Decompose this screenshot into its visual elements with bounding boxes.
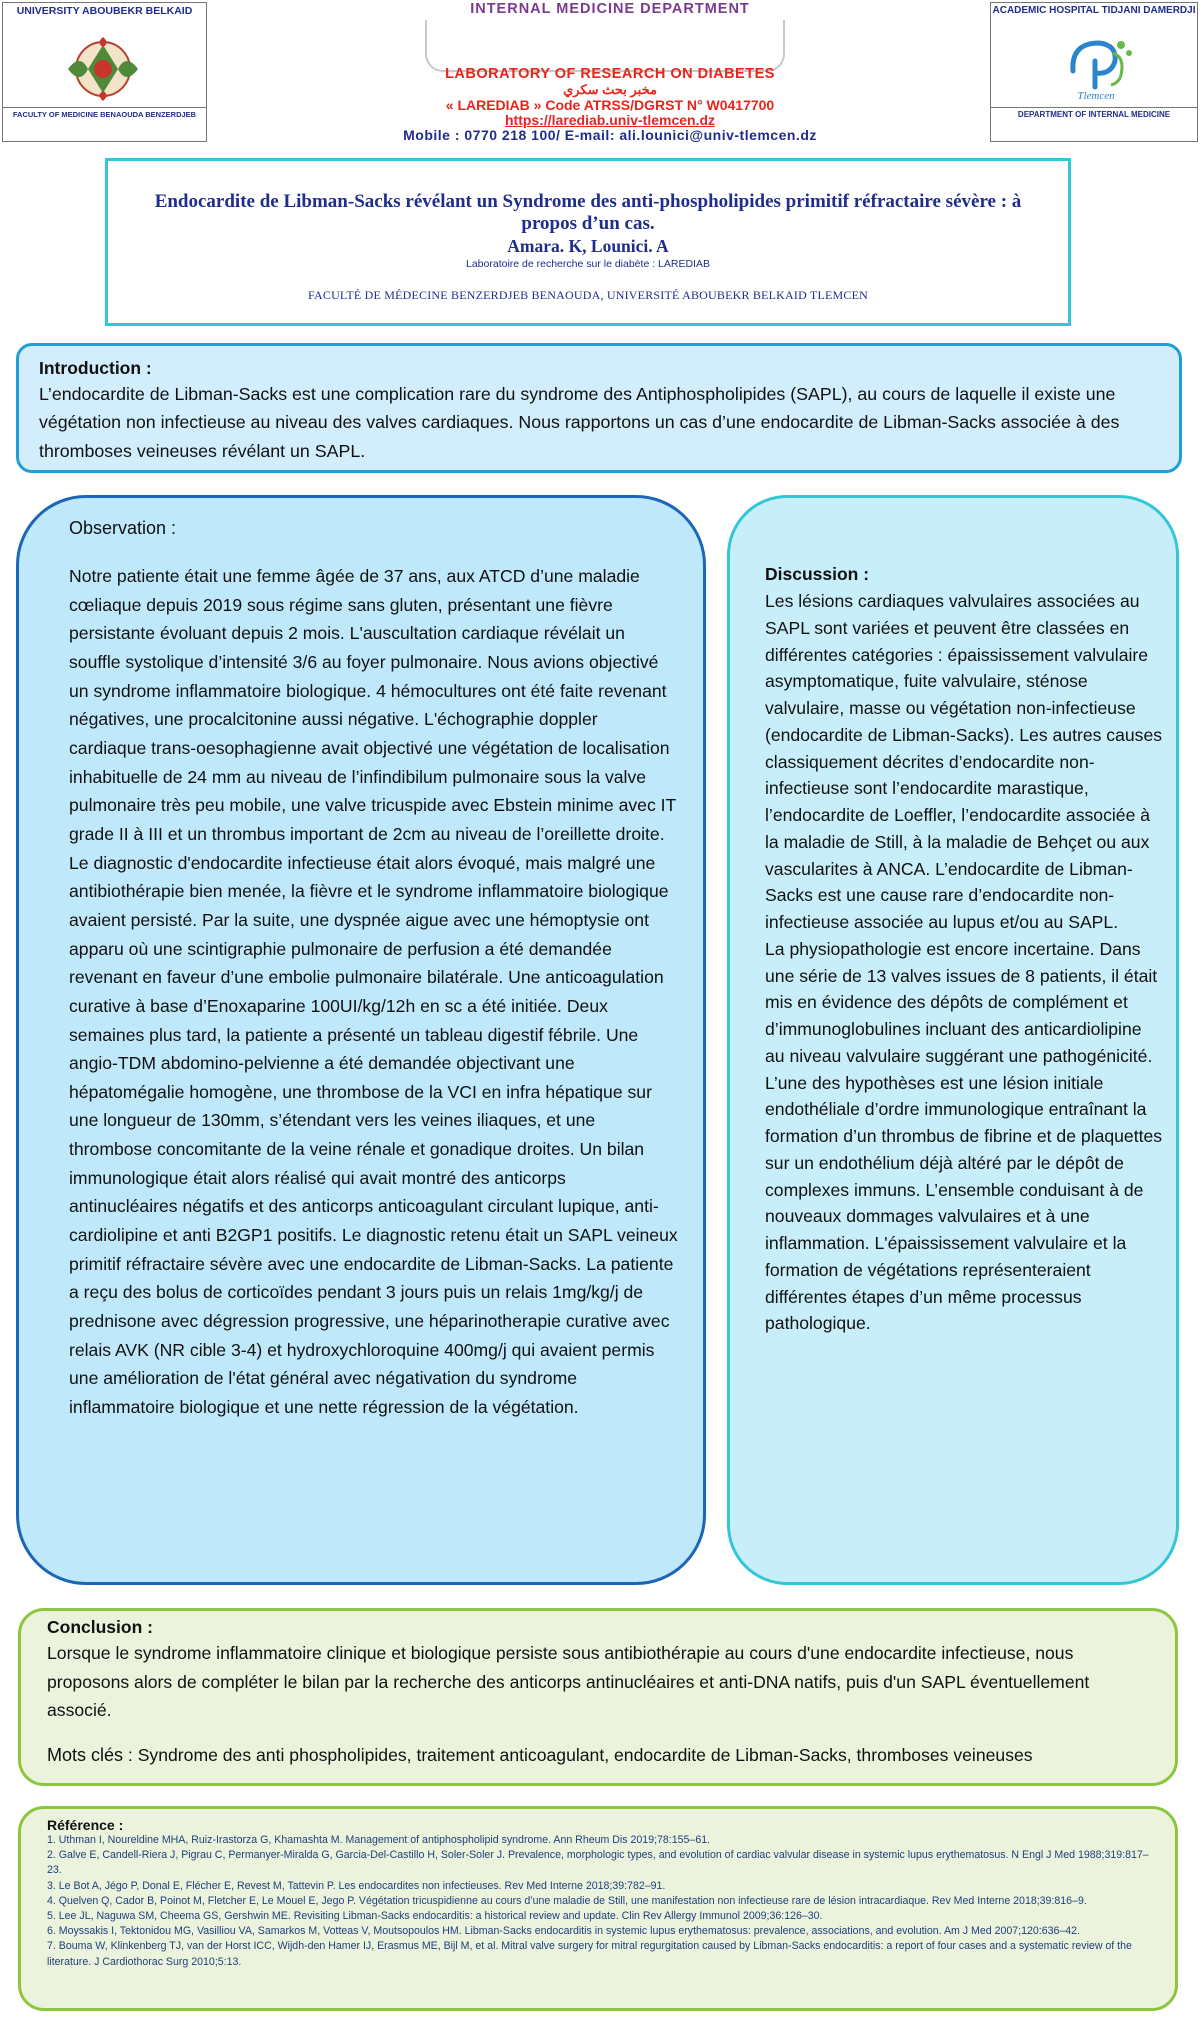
lab-contact: Mobile : 0770 218 100/ E-mail: ali.lounici@univ-tlemcen.dz xyxy=(403,127,817,143)
lab-title: LABORATORY OF RESEARCH ON DIABETES xyxy=(445,66,775,82)
reference-item: 3. Le Bot A, Jégo P, Donal E, Flécher E, Revest M, Tattevin P. Les endocardites non infectieuses. Rev Med Interne 2018;39:782–91. xyxy=(47,1879,666,1892)
department-title: INTERNAL MEDICINE DEPARTMENT xyxy=(470,1,750,17)
lab-url-link[interactable]: https://larediab.univ-tlemcen.dz xyxy=(504,112,716,128)
reference-item: 7. Bouma W, Klinkenberg TJ, van der Horst ICC, Wijdh-den Hamer IJ, Erasmus ME, Bijl M, et al. Mitral valve surgery for mitral regurgitation caused by Libman-Sacks endocarditis: a report of four cases and a systematic review of the literature. J Cardiothorac Surg 2010;5:13. xyxy=(47,1940,1132,1968)
keywords-label: Mots clés xyxy=(47,1744,124,1765)
hospital-logo-text: Tlemcen xyxy=(1077,90,1115,101)
introduction-section xyxy=(16,343,1182,473)
university-logo-panel xyxy=(2,2,207,142)
poster-title: Endocardite de Libman-Sacks révélant un Syndrome des anti-phospholipides primitif réfractaire sévère : à propos d’un cas. xyxy=(154,191,1022,234)
faculty-name: FACULTY OF MEDICINE BENAOUDA BENZERDJEB xyxy=(12,110,197,119)
references-heading: Référence : xyxy=(47,1817,124,1833)
observation-text: Notre patiente était une femme âgée de 37 ans, aux ATCD d’une maladie cœliaque depuis 2019 sous régime sans gluten, présentant une fièvre persistante évoluant depuis 2 mois. L'auscultation cardiaque révélait un souffle systolique d’intensité 3/6 au foyer pulmonaire. Nous avions objectivé un syndrome inflammatoire biologique. 4 hémocultures ont été faite revenant négatives, une procalcitonine aussi négative. L'échographie doppler cardiaque trans-oesophagienne avait objectivé une végétation de localisation inhabituelle de 24 mm au niveau de l’infindibilum pulmonaire sous la valve pulmonaire très peu mobile, une valve tricuspide avec Ebstein minime avec IT grade II à III et un thrombus important de 2cm au niveau de l’oreillette droite. Le diagnostic d'endocardite infectieuse était alors évoqué, mais malgré une antibiothérapie bien menée, la fièvre et le syndrome inflammatoire biologique avaient persisté. Par la suite, une dyspnée aigue avec une hémoptysie ont apparu où une scintigraphie pulmonaire de perfusion a été demandée revenant en faveur d’une embolie pulmonaire bilatérale. Une anticoagulation curative à base d’Enoxaparine 100UI/kg/12h en sc a été initiée. Deux semaines plus tard, la patiente a présenté un tableau digestif fébrile. Une angio-TDM abdomino-pelvienne a été demandée objectivant une hépatomégalie homogène, une thrombose de la VCI en infra hépatique sur une longueur de 130mm, s’étendant vers les veines iliaques, et une thrombose concomitante de la veine rénale et gonadique droites. Un bilan immunologique était alors réalisé qui avait montré des anticorps antinucléaires négatifs et des anticorps anticoagulant circulant lupique, anti-cardiolipine et anti B2GP1 positifs. Le diagnostic retenu était un SAPL veineux primitif réfractaire sévère avec une endocardite de Libman-Sacks. La patiente a reçu des bolus de corticoïdes pendant 3 jours puis un relais 1mg/kg/j de prednisone avec dégression progressive, une héparinotherapie curative avec relais AVK (NR cible 3-4) et hydroxychloroquine 400mg/j qui avaient permis une amélioration de l'état général avec négativation du syndrome inflammatoire biologique et une nette régression de la végétation. xyxy=(69,566,678,1418)
authors: Amara. K, Lounici. A xyxy=(507,236,669,256)
keywords-text: : Syndrome des anti phospholipides, traitement anticoagulant, endocardite de Libman-Sacks, thromboses veineuses xyxy=(123,1744,1033,1765)
discussion-text: Les lésions cardiaques valvulaires associées au SAPL sont variées et peuvent être classées en différentes catégories : épaississement valvulaire asymptomatique, fuite valvulaire, sténose valvulaire, masse ou végétation non-infectieuse (endocardite de Libman-Sacks). Les autres causes classiquement décrites d’endocardite non-infectieuse sont l’endocardite marastique, l’endocardite de Loeffler, l’endocardite associée à la maladie de Still, à la maladie de Behçet ou aux vascularites à ANCA. L’endocardite de Libman-Sacks est une cause rare d’endocardite non-infectieuse associée au lupus et/ou au SAPL. xyxy=(765,591,1163,932)
references-section xyxy=(18,1806,1178,2011)
introduction-text: L’endocardite de Libman-Sacks est une complication rare du syndrome des Antiphospholipides (SAPL), au cours de laquelle il existe une végétation non infectieuse au niveau des valves cardiaques. Nous rapportons un cas d’une endocardite de Libman-Sacks associée à des thromboses veineuses révélant un SAPL. xyxy=(39,384,1120,461)
observation-heading: Observation : xyxy=(69,518,177,538)
reference-item: 6. Moyssakis I, Tektonidou MG, Vasilliou VA, Samarkos M, Votteas V, Moutsopoulos HM. Libman-Sacks endocarditis in systemic lupus erythematosus: prevalence, associations, and evolution. Am J Med 2007;120:636–42. xyxy=(47,1925,1081,1938)
hospital-name: ACADEMIC HOSPITAL TIDJANI DAMERDJI xyxy=(992,5,1196,16)
keywords xyxy=(47,1741,1157,1770)
lab-header xyxy=(290,0,930,145)
university-name: UNIVERSITY ABOUBEKR BELKAID xyxy=(16,5,193,17)
reference-item: 1. Uthman I, Noureldine MHA, Ruiz-Irastorza G, Khamashta M. Management of antiphospholipid syndrome. Ann Rheum Dis 2019;78:155–61. xyxy=(47,1834,711,1846)
reference-item: 2. Galve E, Candell-Riera J, Pigrau C, Permanyer-Miralda G, Garcia-Del-Castillo H, Soler-Soler J. Prevalence, morphologic types, and evolution of cardiac valvular disease in systemic lupus erythematosus. N Engl J Med 1988;319:817–23. xyxy=(47,1849,1149,1877)
affiliation-faculty: FACULTÉ DE MÉDECINE BENZERDJEB BENAOUDA, UNIVERSITÉ ABOUBEKR BELKAID TLEMCEN xyxy=(308,288,868,302)
lab-title-arabic: مخبر بحث سكري xyxy=(563,82,657,97)
affiliation-lab: Laboratoire de recherche sur le diabète : LAREDIAB xyxy=(466,258,710,270)
discussion-section xyxy=(727,495,1179,1585)
discussion-text-2: La physiopathologie est encore incertaine. Dans une série de 13 valves issues de 8 patients, il était mis en évidence des dépôts de complément et d’immunoglobulines incluant des anticardiolipine au niveau valvulaire suggérant une pathogénicité. L’une des hypothèses est une lésion initiale endothéliale d’ordre immunologique entraînant la formation d’un thrombus de fibrine et de plaquettes sur un endothélium déjà altéré par le dépôt de complexes immuns. L’ensemble conduisant à de nouveaux dommages valvulaires et à une inflammation. L'épaississement valvulaire et la formation de végétations représenteraient différentes étapes d’un même processus pathologique. xyxy=(765,938,1163,1334)
conclusion-text: Lorsque le syndrome inflammatoire clinique et biologique persiste sous antibiothérapie au cours d'une endocardite infectieuse, nous proposons alors de compléter le bilan par la recherche des anticorps antinucléaires et anti-DNA natifs, puis d'un SAPL éventuellement associé. xyxy=(47,1643,1090,1720)
conclusion-heading: Conclusion : xyxy=(47,1617,153,1637)
references-list xyxy=(47,1833,1162,1970)
discussion-heading: Discussion : xyxy=(765,564,870,584)
hospital-department: DEPARTMENT OF INTERNAL MEDICINE xyxy=(1017,110,1171,119)
introduction-heading: Introduction : xyxy=(39,358,152,378)
reference-item: 4. Quelven Q, Cador B, Poinot M, Fletcher E, Le Mouel E, Jego P. Végétation tricuspidienne au cours d’une maladie de Still, une manifestation non infectieuse rare de lésion intracardiaque. Rev Med Interne 2018;39:816–9. xyxy=(47,1894,1087,1907)
reference-item: 5. Lee JL, Naguwa SM, Cheema GS, Gershwin ME. Revisiting Libman-Sacks endocarditis: a historical review and update. Clin Rev Allergy Immunol 2009;36:126–30. xyxy=(47,1910,823,1923)
conclusion-section xyxy=(18,1608,1178,1786)
observation-section xyxy=(16,495,706,1585)
hospital-logo-icon xyxy=(1051,31,1141,101)
poster-title-box xyxy=(105,158,1071,326)
lab-code: « LAREDIAB » Code ATRSS/DGRST N° W0417700 xyxy=(445,97,775,113)
hospital-logo-panel xyxy=(990,2,1198,142)
university-emblem-icon xyxy=(58,33,148,105)
